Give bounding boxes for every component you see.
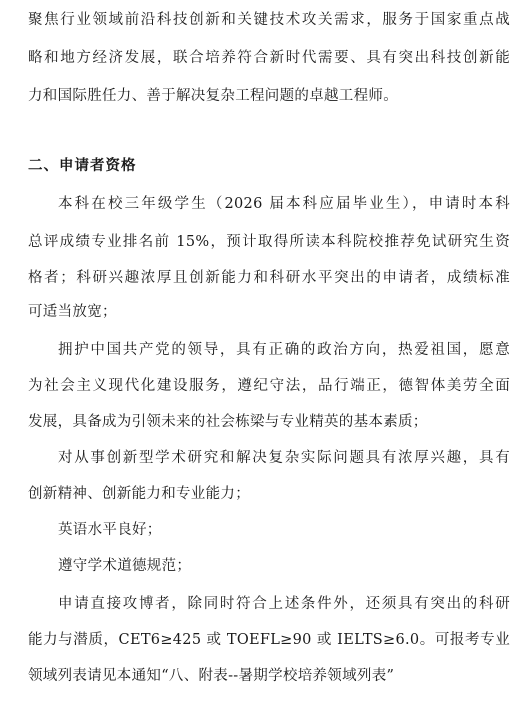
section-heading: 二、申请者资格 bbox=[28, 157, 137, 174]
intro-line-2: 略和地方经济发展，联合培养符合新时代需要、具有突出科技创新能 bbox=[28, 50, 510, 66]
para3-line-1: 对从事创新型学术研究和解决复杂实际问题具有浓厚兴趣，具有 bbox=[58, 450, 510, 466]
intro-line-3: 力和国际胜任力、善于解决复杂工程问题的卓越工程师。 bbox=[28, 88, 398, 104]
para1-line-2: 总评成绩专业排名前 15%，预计取得所读本科院校推荐免试研究生资 bbox=[28, 234, 510, 250]
para1-line-4: 可适当放宽； bbox=[28, 304, 117, 320]
para2-line-1: 拥护中国共产党的领导，具有正确的政治方向，热爱祖国，愿意 bbox=[58, 342, 510, 358]
para6-line-2: 能力与潜质，CET6≥425 或 TOEFL≥90 或 IELTS≥6.0。可报考专业 bbox=[28, 632, 510, 648]
para6-line-1: 申请直接攻博者，除同时符合上述条件外，还须具有突出的科研 bbox=[58, 596, 510, 612]
para3-line-2: 创新精神、创新能力和专业能力； bbox=[28, 486, 250, 502]
para1-line-3: 格者；科研兴趣浓厚且创新能力和科研水平突出的申请者，成绩标准 bbox=[28, 270, 510, 286]
para5-line: 遵守学术道德规范； bbox=[58, 558, 192, 574]
para2-line-3: 发展，具备成为引领未来的社会栋梁与专业精英的基本素质； bbox=[28, 414, 428, 430]
para1-line-1: 本科在校三年级学生（2026 届本科应届毕业生），申请时本科 bbox=[58, 196, 510, 212]
para6-line-3: 领域列表请见本通知“八、附表--暑期学校培养领域列表” bbox=[28, 668, 395, 684]
para2-line-2: 为社会主义现代化建设服务，遵纪守法，品行端正，德智体美劳全面 bbox=[28, 378, 510, 394]
para4-line: 英语水平良好； bbox=[58, 522, 162, 538]
intro-line-1: 聚焦行业领域前沿科技创新和关键技术攻关需求，服务于国家重点战 bbox=[28, 12, 510, 28]
